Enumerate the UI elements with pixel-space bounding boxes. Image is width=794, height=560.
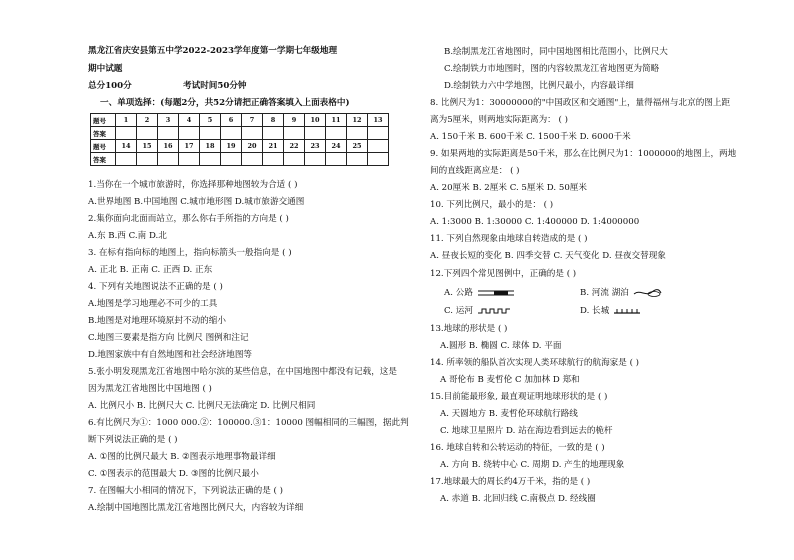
table-cell: 25 <box>347 140 368 153</box>
question-line: 8. 比例尺为1：30000000的"中国政区和交通图"上，量得福州与北京的图上距 <box>430 98 731 108</box>
answer-cell[interactable] <box>347 127 368 140</box>
option-line: D.绘制铁力六中学地图，比例尺最小，内容最详细 <box>444 81 634 91</box>
question-line: 16. 地球自转和公转运动的特征，一致的是 ( ) <box>430 443 605 453</box>
question-line: 9. 如果两地的实际距离是50千米，那么在比例尺为1：1000000的地图上，两地 <box>430 149 737 159</box>
table-cell: 14 <box>116 140 137 153</box>
question-line: 17.地球最大的周长约4万千米，指的是 ( ) <box>430 477 591 487</box>
great-wall-legend-icon <box>612 307 642 315</box>
question-line: 15.目前能最形象, 最直观证明地球形状的是 ( ) <box>430 392 608 402</box>
option-line: A. 正北 B. 正南 C. 正西 D. 正东 <box>88 265 213 275</box>
answer-cell[interactable] <box>137 153 158 166</box>
table-cell: 22 <box>284 140 305 153</box>
option-line: A.世界地图 B.中国地图 C.城市地形图 D.城市旅游交通图 <box>88 197 305 207</box>
table-cell: 3 <box>158 114 179 127</box>
table-cell: 21 <box>263 140 284 153</box>
table-cell: 13 <box>368 114 389 127</box>
option-line: B.地图是对地理环境原封不动的缩小 <box>88 316 226 326</box>
table-cell: 2 <box>137 114 158 127</box>
legend-label: B. 河流 湖泊 <box>580 288 629 298</box>
question-line: 5.张小明发现黑龙江省地图中哈尔滨的某些信息，在中国地图中都没有记载，这是 <box>88 367 397 377</box>
question-line: 6.有比例尺为①：1000 000.②：100000.③1：10000 图幅相同的三幅图，据此判 <box>88 418 409 428</box>
option-line: B.绘制黑龙江省地图时，同中国地图相比范围小，比例尺大 <box>444 47 668 57</box>
exam-subtitle: 期中试题 <box>88 64 123 74</box>
option-line: A. 昼夜长短的变化 B. 四季交替 C. 天气变化 D. 昼夜交替现象 <box>430 251 666 261</box>
option-line: A. ①图的比例尺最大 B. ②图表示地理事物最详细 <box>88 452 276 462</box>
answer-cell[interactable] <box>326 127 347 140</box>
table-cell: 1 <box>116 114 137 127</box>
option-line: A 哥伦布 B 麦哲伦 C 加加林 D 郑和 <box>440 375 580 385</box>
question-line: 7. 在图幅大小相同的情况下，下列说法正确的是 ( ) <box>88 486 283 496</box>
exam-title: 黑龙江省庆安县第五中学2022-2023学年度第一学期七年级地理 <box>88 46 338 56</box>
legend-option-c <box>444 305 512 318</box>
table-cell: 11 <box>326 114 347 127</box>
table-cell: 20 <box>242 140 263 153</box>
section-heading: 一、单项选择：(每题2分，共52分请把正确答案填入上面表格中) <box>100 98 350 108</box>
question-line: 1.当你在一个城市旅游时，你选择那种地图较为合适 ( ) <box>88 180 298 190</box>
question-line: 3. 在标有指向标的地图上，指向标箭头一般指向是 ( ) <box>88 248 292 258</box>
option-line: A. 比例尺小 B. 比例尺大 C. 比例尺无法确定 D. 比例尺相同 <box>88 401 316 411</box>
row-label: 题号 <box>91 114 116 127</box>
table-cell: 9 <box>284 114 305 127</box>
option-line: A. 150千米 B. 600千米 C. 1500千米 D. 6000千米 <box>430 132 631 142</box>
option-line: A.东 B.西 C.南 D.北 <box>88 231 167 241</box>
option-line: A. 天圆地方 B. 麦哲伦环球航行路线 <box>440 409 578 419</box>
answer-cell[interactable] <box>116 153 137 166</box>
answer-cell[interactable] <box>179 127 200 140</box>
canal-legend-icon <box>476 307 512 315</box>
table-cell: 5 <box>200 114 221 127</box>
answer-cell[interactable] <box>305 127 326 140</box>
answer-cell[interactable] <box>242 153 263 166</box>
question-line: 因为黑龙江省地图比中国地图 ( ) <box>88 384 212 394</box>
table-row <box>91 127 389 140</box>
answer-cell[interactable] <box>242 127 263 140</box>
answer-cell[interactable] <box>368 127 389 140</box>
option-line: C. ①图表示的范围最大 D. ③图的比例尺最小 <box>88 469 259 479</box>
answer-cell[interactable] <box>137 127 158 140</box>
question-line: 间的直线距离应是： ( ) <box>430 166 520 176</box>
table-cell: 24 <box>326 140 347 153</box>
table-cell: 17 <box>179 140 200 153</box>
table-cell: 16 <box>158 140 179 153</box>
table-cell: 8 <box>263 114 284 127</box>
table-cell: 12 <box>347 114 368 127</box>
question-line: 离为5厘米，则两地实际距离为： ( ) <box>430 115 568 125</box>
answer-table <box>90 113 389 166</box>
road-legend-icon <box>476 289 516 297</box>
question-line: 14. 所率领的船队首次实现人类环球航行的航海家是 ( ) <box>430 358 640 368</box>
answer-cell[interactable] <box>200 153 221 166</box>
table-row <box>91 114 389 127</box>
question-line: 13.地球的形状是 ( ) <box>430 324 508 334</box>
answer-cell[interactable] <box>284 153 305 166</box>
answer-cell[interactable] <box>200 127 221 140</box>
table-cell: 4 <box>179 114 200 127</box>
table-cell: 15 <box>137 140 158 153</box>
answer-cell[interactable] <box>368 153 389 166</box>
table-cell <box>368 140 389 153</box>
answer-cell[interactable] <box>221 153 242 166</box>
question-line: 4. 下列有关地图说法不正确的是 ( ) <box>88 282 223 292</box>
question-line: 2.集你面向北面而站立，那么你右手所指的方向是 ( ) <box>88 214 289 224</box>
option-line: A. 20厘米 B. 2厘米 C. 5厘米 D. 50厘米 <box>430 183 587 193</box>
option-line: A. 赤道 B. 北回归线 C.南极点 D. 经线圈 <box>440 494 596 504</box>
answer-cell[interactable] <box>158 153 179 166</box>
option-line: A.圆形 B. 椭圆 C. 球体 D. 平面 <box>440 341 562 351</box>
answer-cell[interactable] <box>179 153 200 166</box>
river-lake-legend-icon <box>632 288 662 298</box>
row-label: 答案 <box>91 153 116 166</box>
option-line: C.地图三要素是指方向 比例尺 图例和注记 <box>88 333 249 343</box>
option-line: A. 方向 B. 绕转中心 C. 周期 D. 产生的地理现象 <box>440 460 625 470</box>
question-line: 10. 下列比例尺，最小的是： ( ) <box>430 200 554 210</box>
legend-label: C. 运河 <box>444 306 473 316</box>
answer-cell[interactable] <box>347 153 368 166</box>
question-line: 12.下列四个常见图例中，正确的是 ( ) <box>430 269 577 279</box>
option-line: C. 地球卫星照片 D. 站在海边看到远去的桅杆 <box>440 426 613 436</box>
table-cell: 23 <box>305 140 326 153</box>
answer-cell[interactable] <box>305 153 326 166</box>
legend-label: A. 公路 <box>444 288 473 298</box>
option-line: A. 1:3000 B. 1:30000 C. 1:400000 D. 1:4000000 <box>430 217 640 227</box>
table-cell: 7 <box>242 114 263 127</box>
answer-cell[interactable] <box>326 153 347 166</box>
table-row <box>91 140 389 153</box>
legend-label: D. 长城 <box>580 306 610 316</box>
table-row <box>91 153 389 166</box>
option-line: D.地图家族中有自然地图和社会经济地图等 <box>88 350 253 360</box>
legend-option-b <box>580 287 662 300</box>
answer-cell[interactable] <box>263 153 284 166</box>
exam-time: 考试时间50分钟 <box>183 81 247 91</box>
answer-cell[interactable] <box>284 127 305 140</box>
legend-option-a <box>444 287 516 300</box>
legend-option-d <box>580 305 642 318</box>
total-score: 总分100分 <box>88 81 132 91</box>
answer-cell[interactable] <box>116 127 137 140</box>
option-line: C.绘制铁力市地图时，图的内容较黑龙江省地图更为简略 <box>444 64 660 74</box>
option-line: A.绘制中国地图比黑龙江省地图比例尺大，内容较为详细 <box>88 503 304 513</box>
answer-cell[interactable] <box>158 127 179 140</box>
option-line: A.地图是学习地理必不可少的工具 <box>88 299 218 309</box>
row-label: 题号 <box>91 140 116 153</box>
question-line: 11. 下列自然现象由地球自转造成的是 ( ) <box>430 234 588 244</box>
question-line: 断下列说法正确的是 ( ) <box>88 435 178 445</box>
row-label: 答案 <box>91 127 116 140</box>
answer-cell[interactable] <box>221 127 242 140</box>
table-cell: 19 <box>221 140 242 153</box>
table-cell: 18 <box>200 140 221 153</box>
table-cell: 6 <box>221 114 242 127</box>
answer-cell[interactable] <box>263 127 284 140</box>
table-cell: 10 <box>305 114 326 127</box>
